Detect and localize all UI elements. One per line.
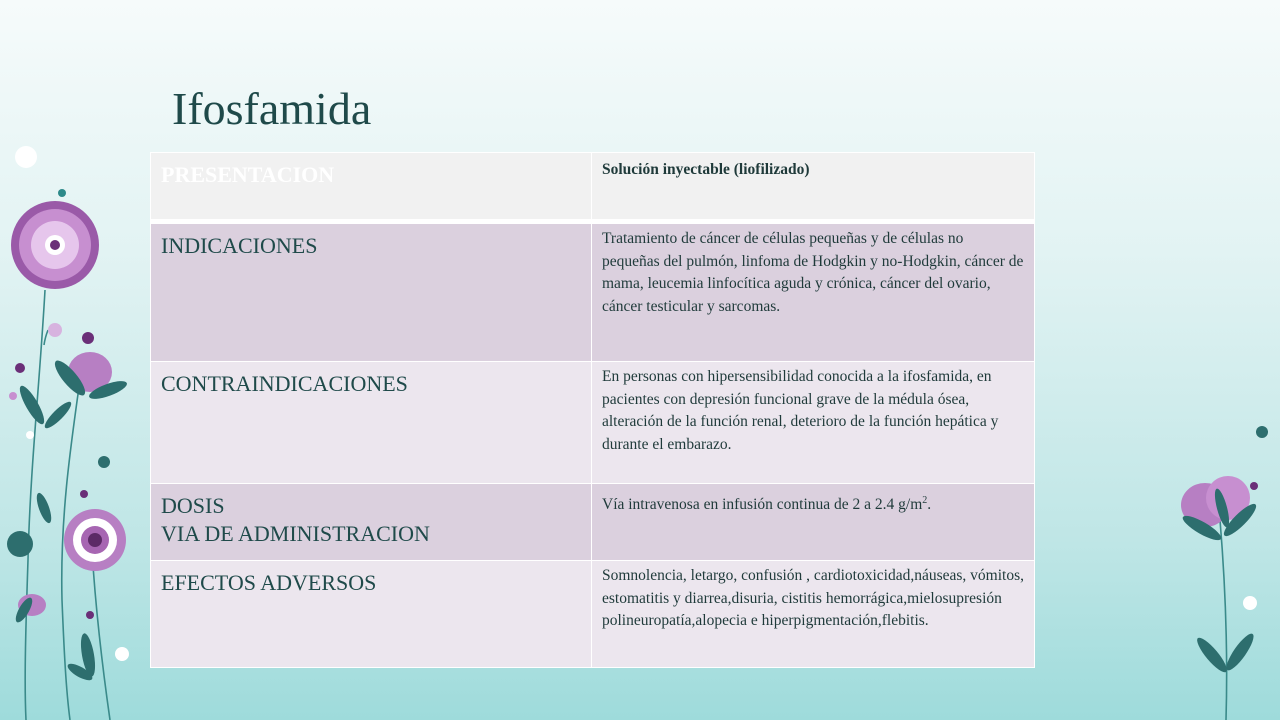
dosis-text: Vía intravenosa en infusión continua de 2 a 2.4 g/m <box>602 496 923 514</box>
table-row-contraindicaciones <box>151 362 1035 484</box>
dosis-end: . <box>927 496 932 514</box>
table-row-indicaciones <box>151 222 1035 362</box>
table-row-dosis <box>151 484 1035 561</box>
sparkle-icon <box>1243 426 1268 610</box>
row-label-dosis-line2: VIA DE ADMINISTRACION <box>161 521 430 546</box>
leaf-icon <box>1180 487 1260 675</box>
row-label-contraindicaciones: CONTRAINDICACIONES <box>161 371 408 396</box>
table-row-efectos-adversos <box>151 561 1035 668</box>
row-value-efectos-adversos: Somnolencia, letargo, confusión , cardiotoxicidad,náuseas, vómitos, estomatitis y diarrea,disuria, cistitis hemorrágica,mielosupresión polineuropatía,alopecia e hiperpigmentación,flebitis. <box>602 567 1024 629</box>
flower-icon <box>1181 476 1250 527</box>
row-label-efectos-adversos: EFECTOS ADVERSOS <box>161 570 377 595</box>
row-label-presentacion: PRESENTACION <box>161 162 335 187</box>
floral-decoration-left <box>0 0 140 720</box>
row-value-indicaciones: Tratamiento de cáncer de células pequeñas y de células no pequeñas del pulmón, linfoma de Hodgkin y no-Hodgkin, cáncer de mama, leucemia linfocítica aguda y crónica, cáncer del ovario, cáncer testicular y sarcomas. <box>602 230 1024 315</box>
row-label-dosis <box>151 484 591 556</box>
table-row-presentacion <box>151 153 1035 222</box>
row-label-indicaciones: INDICACIONES <box>161 233 318 258</box>
flower-icon <box>64 509 126 571</box>
slide-title: Ifosfamida <box>172 83 372 134</box>
row-value-contraindicaciones: En personas con hipersensibilidad conocida a la ifosfamida, en pacientes con depresión funcional grave de la médula ósea, alteración de la función renal, deterioro de la función hepática y durante el embarazo. <box>602 368 999 453</box>
row-value-dosis <box>592 484 1034 521</box>
dosis-superscript: 2 <box>922 495 928 506</box>
flower-icon <box>11 201 99 289</box>
drug-info-table <box>150 152 1035 668</box>
row-label-dosis-line1: DOSIS <box>161 493 225 518</box>
row-value-presentacion: Solución inyectable (liofilizado) <box>602 161 810 178</box>
